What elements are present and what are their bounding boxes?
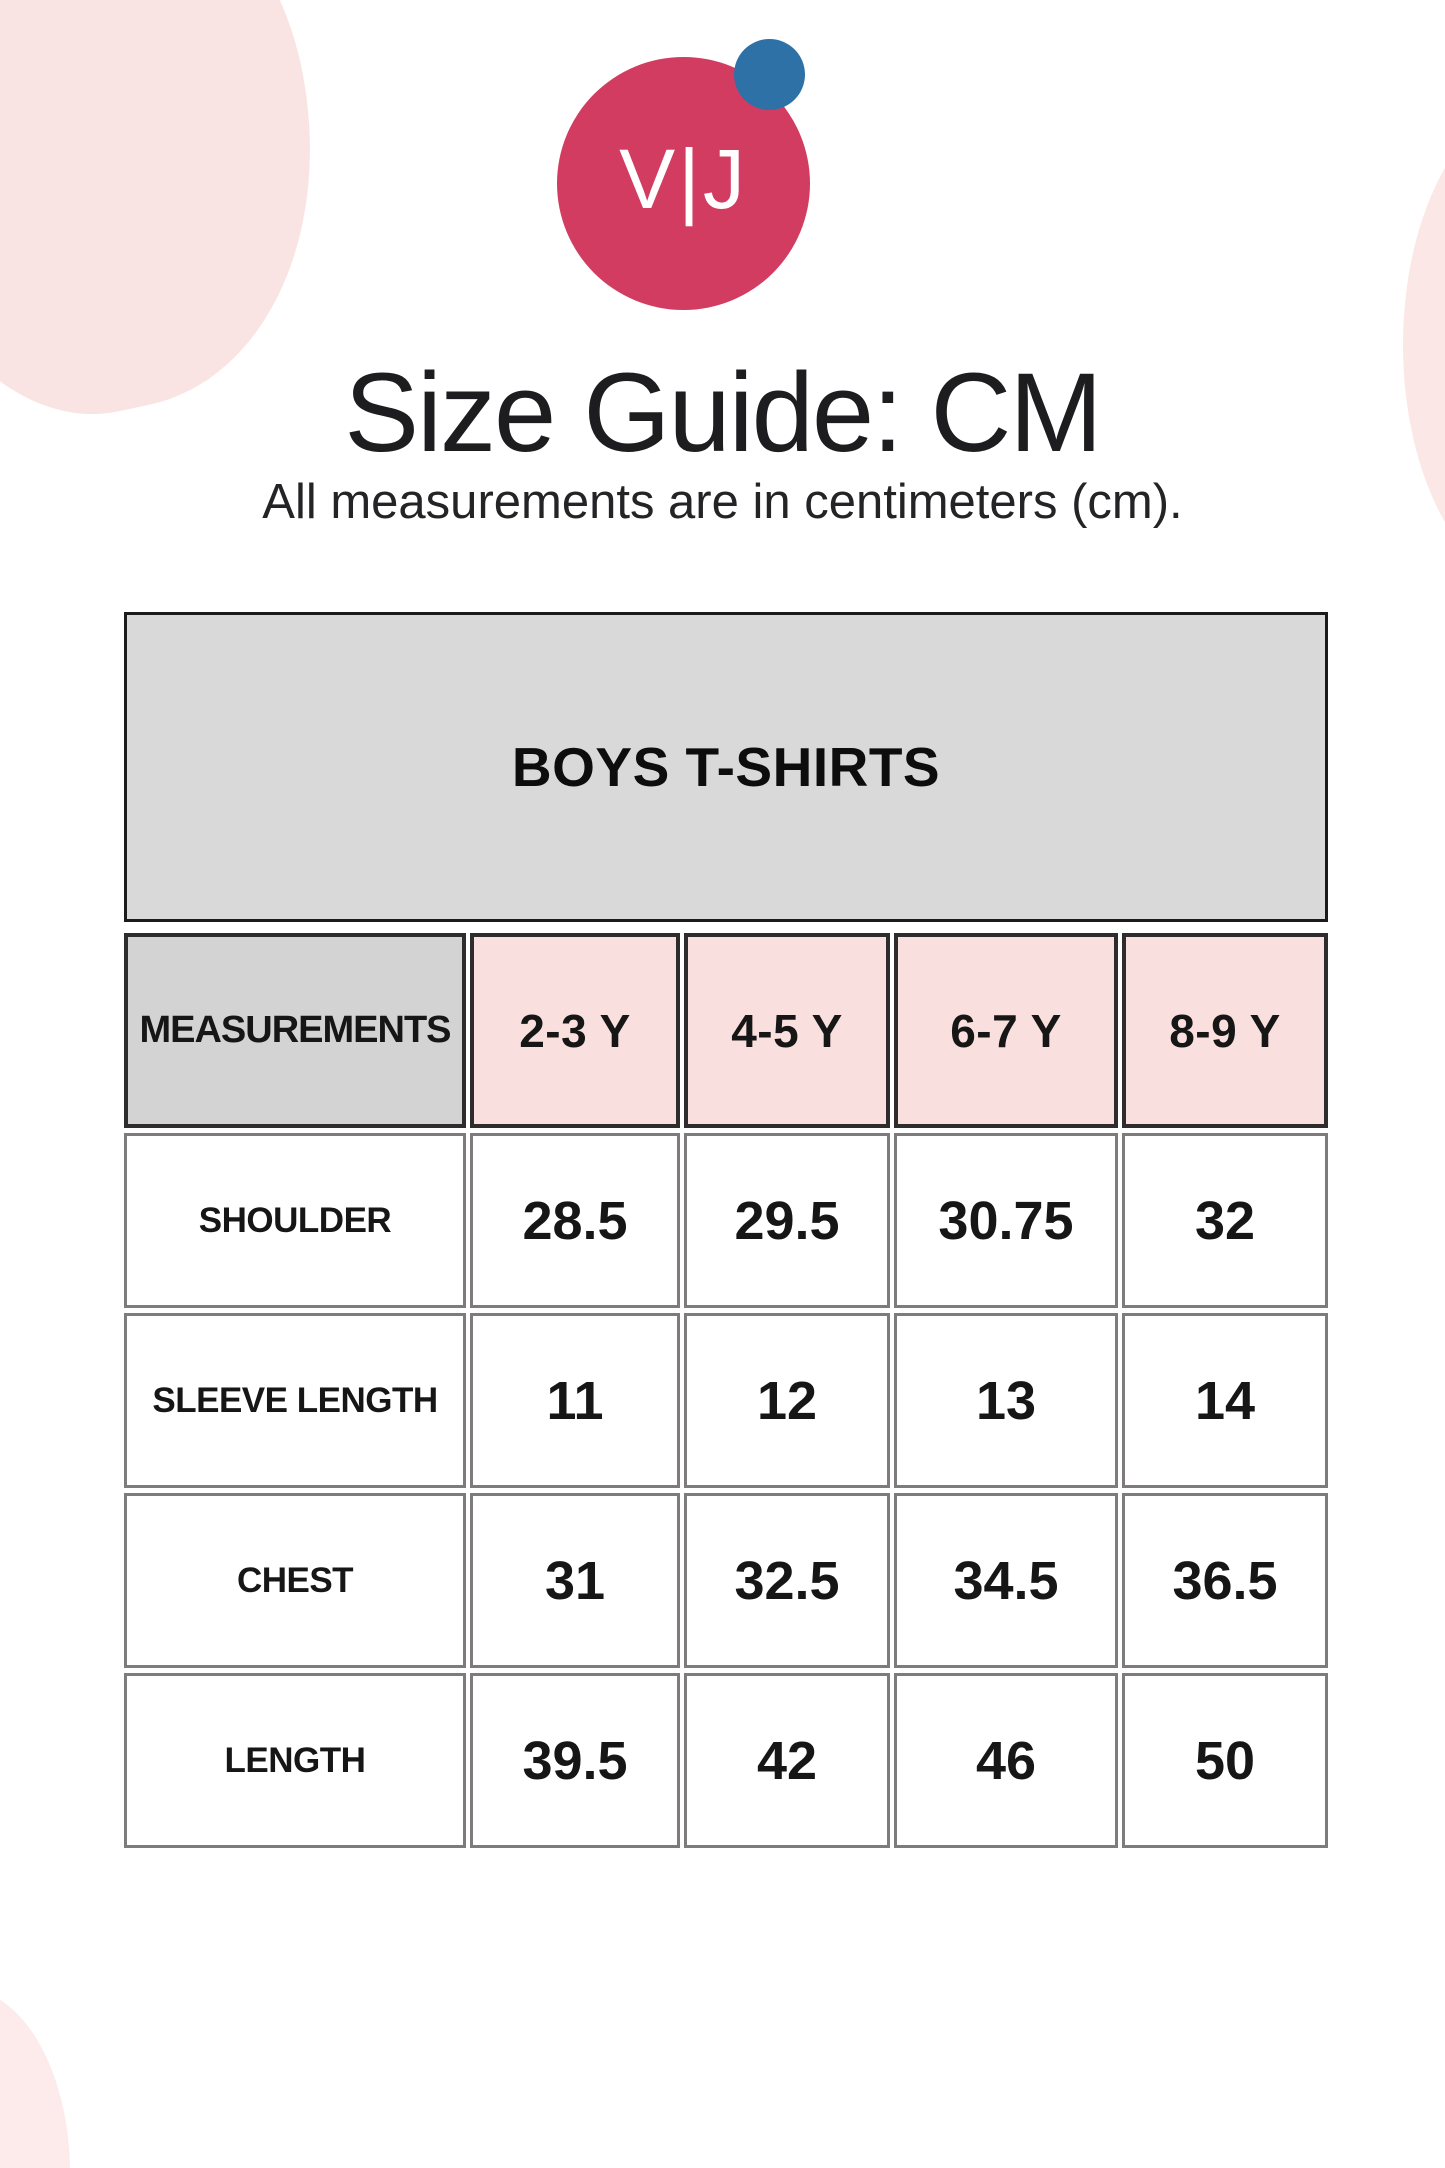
value-chest-6-7y: 34.5	[894, 1493, 1118, 1668]
value-shoulder-6-7y: 30.75	[894, 1133, 1118, 1308]
row-label-chest: CHEST	[124, 1493, 466, 1668]
value-shoulder-2-3y: 28.5	[470, 1133, 680, 1308]
row-label-sleeve-length: SLEEVE LENGTH	[124, 1313, 466, 1488]
decor-blob-bottom-left	[0, 1988, 70, 2168]
page-title: Size Guide: CM	[344, 350, 1101, 475]
category-banner-label: BOYS T-SHIRTS	[511, 736, 941, 798]
value-shoulder-8-9y: 32	[1122, 1133, 1328, 1308]
value-sleeve-4-5y: 12	[684, 1313, 890, 1488]
column-header-4-5y: 4-5 Y	[684, 933, 890, 1128]
value-length-8-9y: 50	[1122, 1673, 1328, 1848]
value-chest-8-9y: 36.5	[1122, 1493, 1328, 1668]
brand-logo-initials: V|J	[619, 132, 748, 226]
category-banner	[124, 612, 1328, 922]
row-label-length: LENGTH	[124, 1673, 466, 1848]
value-sleeve-2-3y: 11	[470, 1313, 680, 1488]
value-length-4-5y: 42	[684, 1673, 890, 1848]
page-subtitle: All measurements are in centimeters (cm).	[262, 475, 1183, 529]
value-length-2-3y: 39.5	[470, 1673, 680, 1848]
column-header-measurements: MEASUREMENTS	[124, 933, 466, 1128]
row-label-shoulder: SHOULDER	[124, 1133, 466, 1308]
value-sleeve-6-7y: 13	[894, 1313, 1118, 1488]
size-table	[124, 933, 1328, 1848]
value-chest-4-5y: 32.5	[684, 1493, 890, 1668]
column-header-6-7y: 6-7 Y	[894, 933, 1118, 1128]
value-length-6-7y: 46	[894, 1673, 1118, 1848]
column-header-8-9y: 8-9 Y	[1122, 933, 1328, 1128]
column-header-2-3y: 2-3 Y	[470, 933, 680, 1128]
brand-logo-dot	[734, 39, 805, 110]
value-shoulder-4-5y: 29.5	[684, 1133, 890, 1308]
value-sleeve-8-9y: 14	[1122, 1313, 1328, 1488]
value-chest-2-3y: 31	[470, 1493, 680, 1668]
